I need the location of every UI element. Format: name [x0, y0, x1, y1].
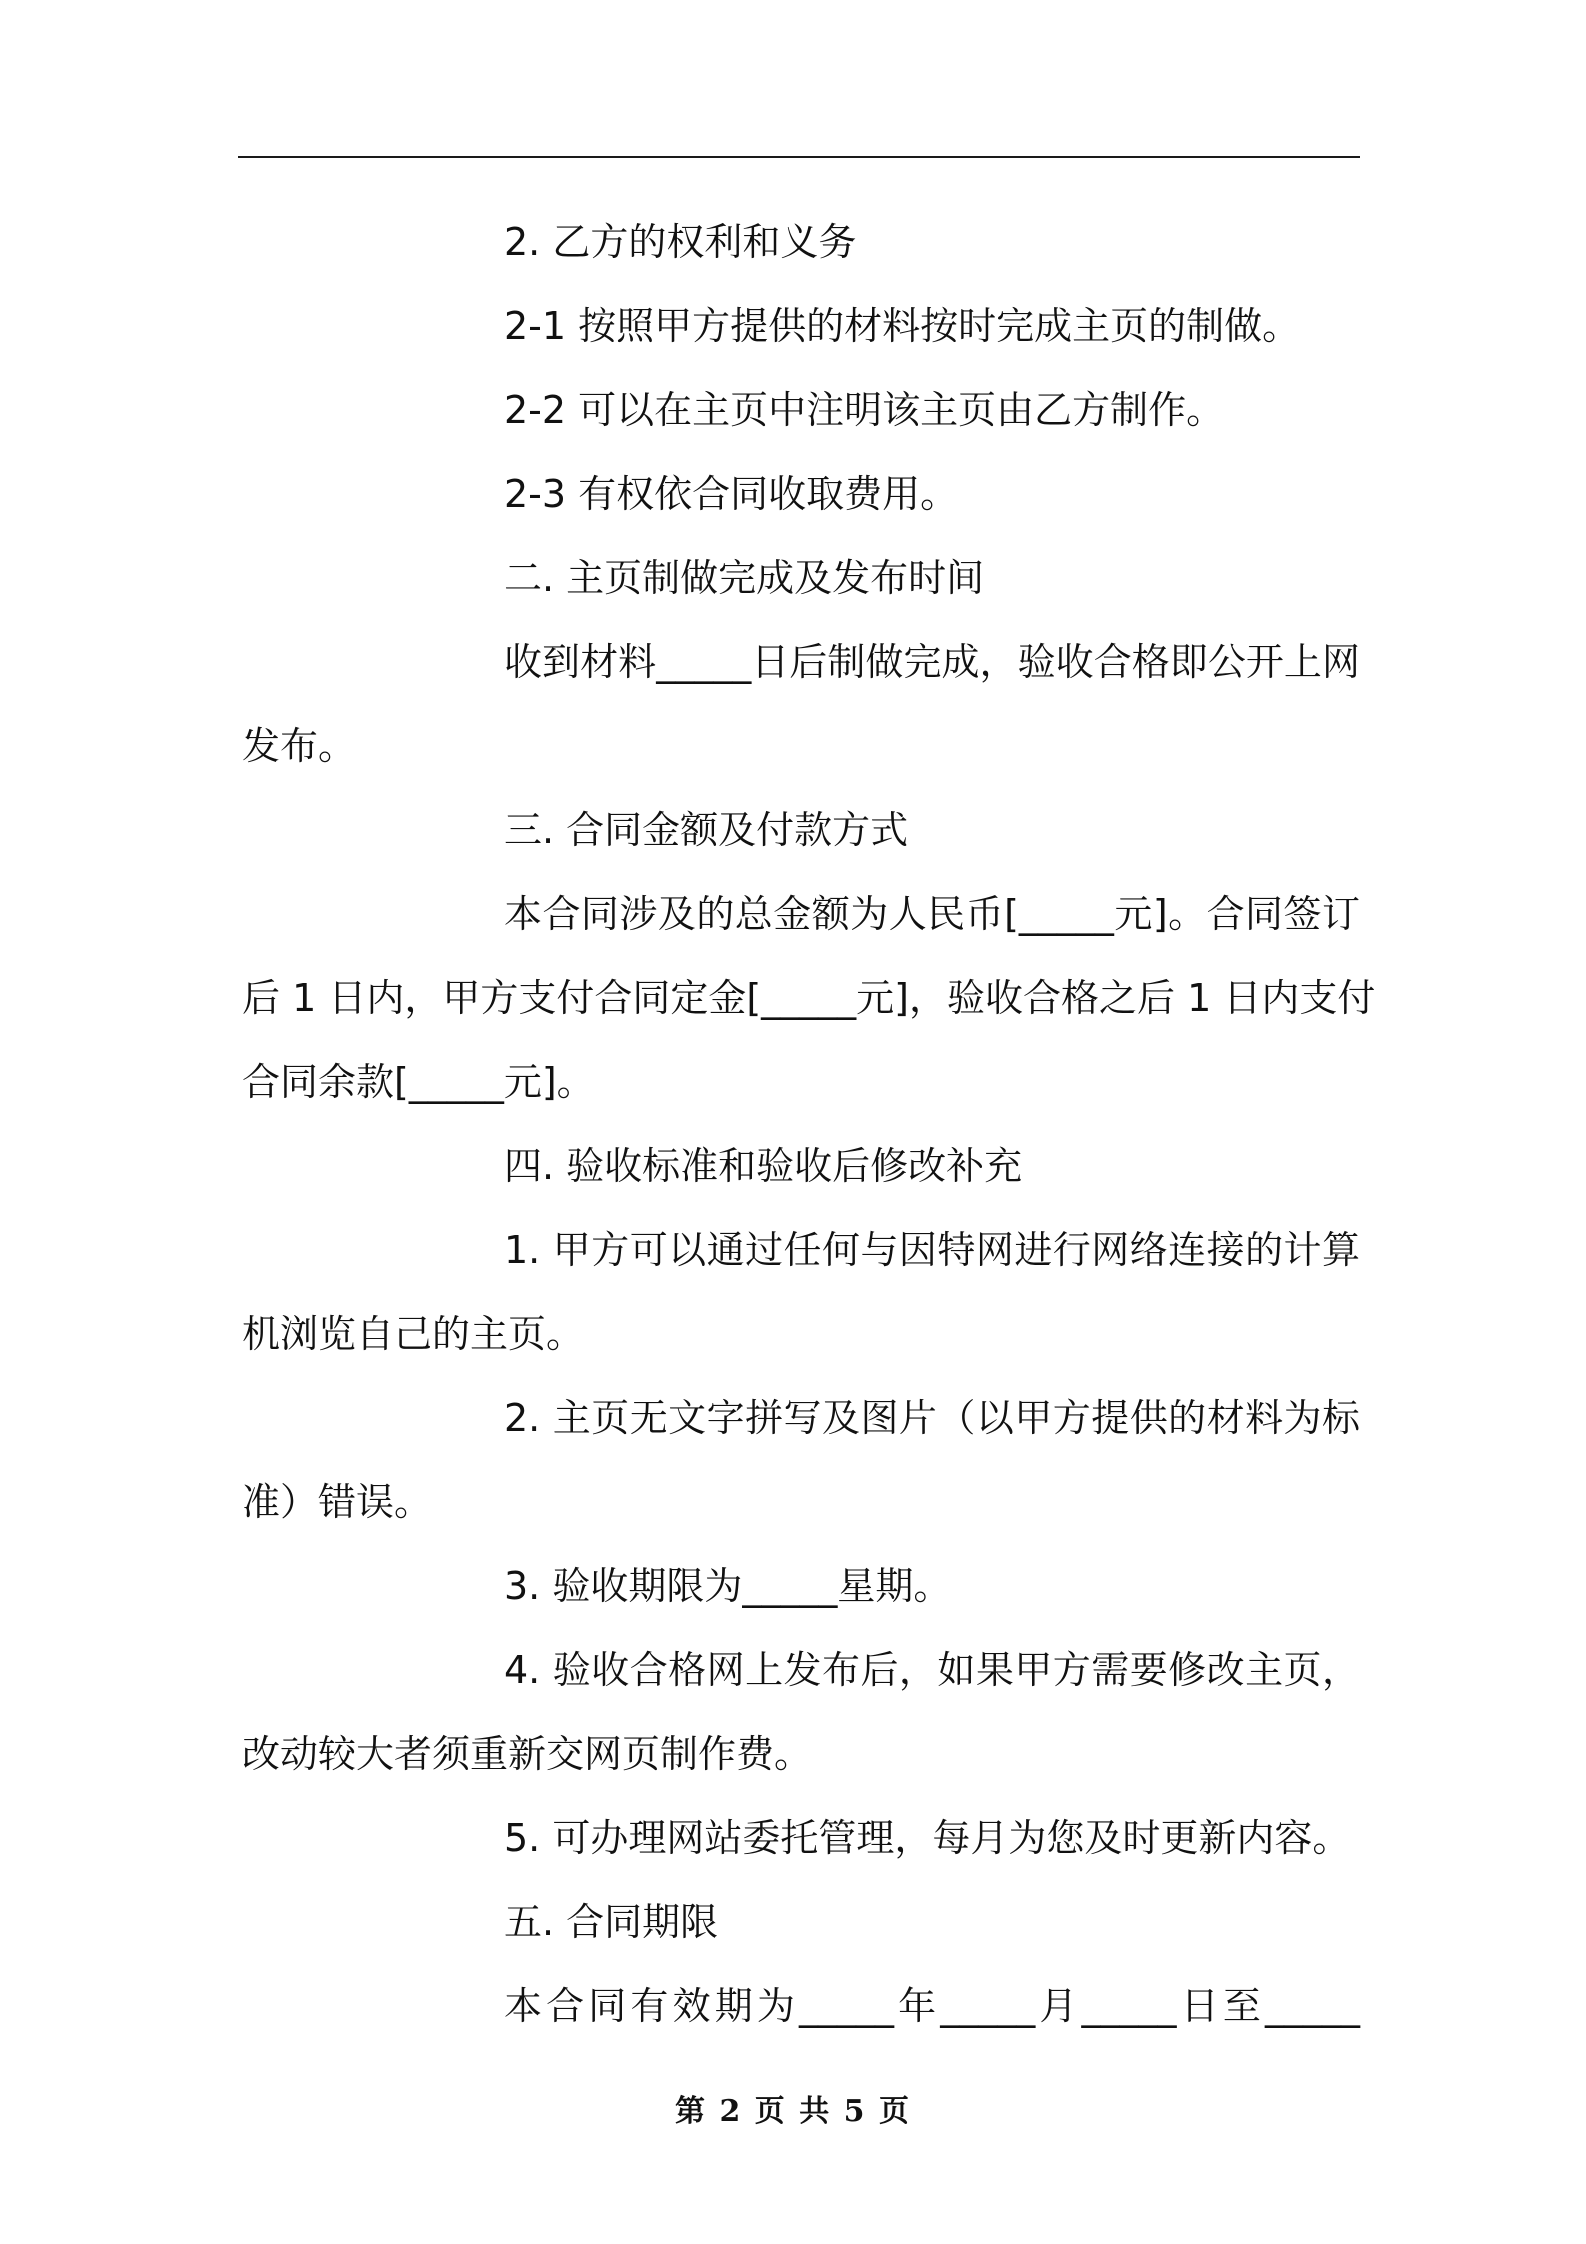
header-rule: [238, 156, 1360, 158]
text-line: 改动较大者须重新交网页制作费。: [242, 1732, 813, 1776]
text-line: 四. 验收标准和验收后修改补充: [504, 1144, 1023, 1188]
text-line: 五. 合同期限: [504, 1900, 719, 1944]
text-line: 二. 主页制做完成及发布时间: [504, 556, 985, 600]
text-line: 本合同有效期为_____年_____月_____日至_____: [504, 1984, 1360, 2028]
text-line: 后 1 日内，甲方支付合同定金[_____元]，验收合格之后 1 日内支付: [242, 976, 1376, 1020]
document-body: [242, 200, 1376, 2048]
text-line: 3. 验收期限为_____星期。: [504, 1564, 952, 1608]
text-line: 准）错误。: [242, 1480, 433, 1524]
text-line: 合同余款[_____元]。: [242, 1060, 595, 1104]
page-number: 第 2 页 共 5 页: [675, 2094, 911, 2129]
text-line: 2-1 按照甲方提供的材料按时完成主页的制做。: [504, 304, 1301, 348]
text-line: 2-2 可以在主页中注明该主页由乙方制作。: [504, 388, 1225, 432]
text-line: 5. 可办理网站委托管理，每月为您及时更新内容。: [504, 1816, 1351, 1860]
text-line: 机浏览自己的主页。: [242, 1312, 585, 1356]
text-line: 三. 合同金额及付款方式: [504, 808, 909, 852]
text-line: 发布。: [242, 724, 357, 768]
text-line: 2-3 有权依合同收取费用。: [504, 472, 959, 516]
text-line: 2. 乙方的权利和义务: [504, 220, 857, 264]
text-line: 2. 主页无文字拼写及图片（以甲方提供的材料为标: [504, 1396, 1360, 1440]
text-line: 本合同涉及的总金额为人民币[_____元]。合同签订: [504, 892, 1360, 936]
text-line: 4. 验收合格网上发布后，如果甲方需要修改主页，: [504, 1648, 1360, 1692]
text-line: 1. 甲方可以通过任何与因特网进行网络连接的计算: [504, 1228, 1360, 1272]
text-line: 收到材料_____日后制做完成，验收合格即公开上网: [504, 640, 1360, 684]
